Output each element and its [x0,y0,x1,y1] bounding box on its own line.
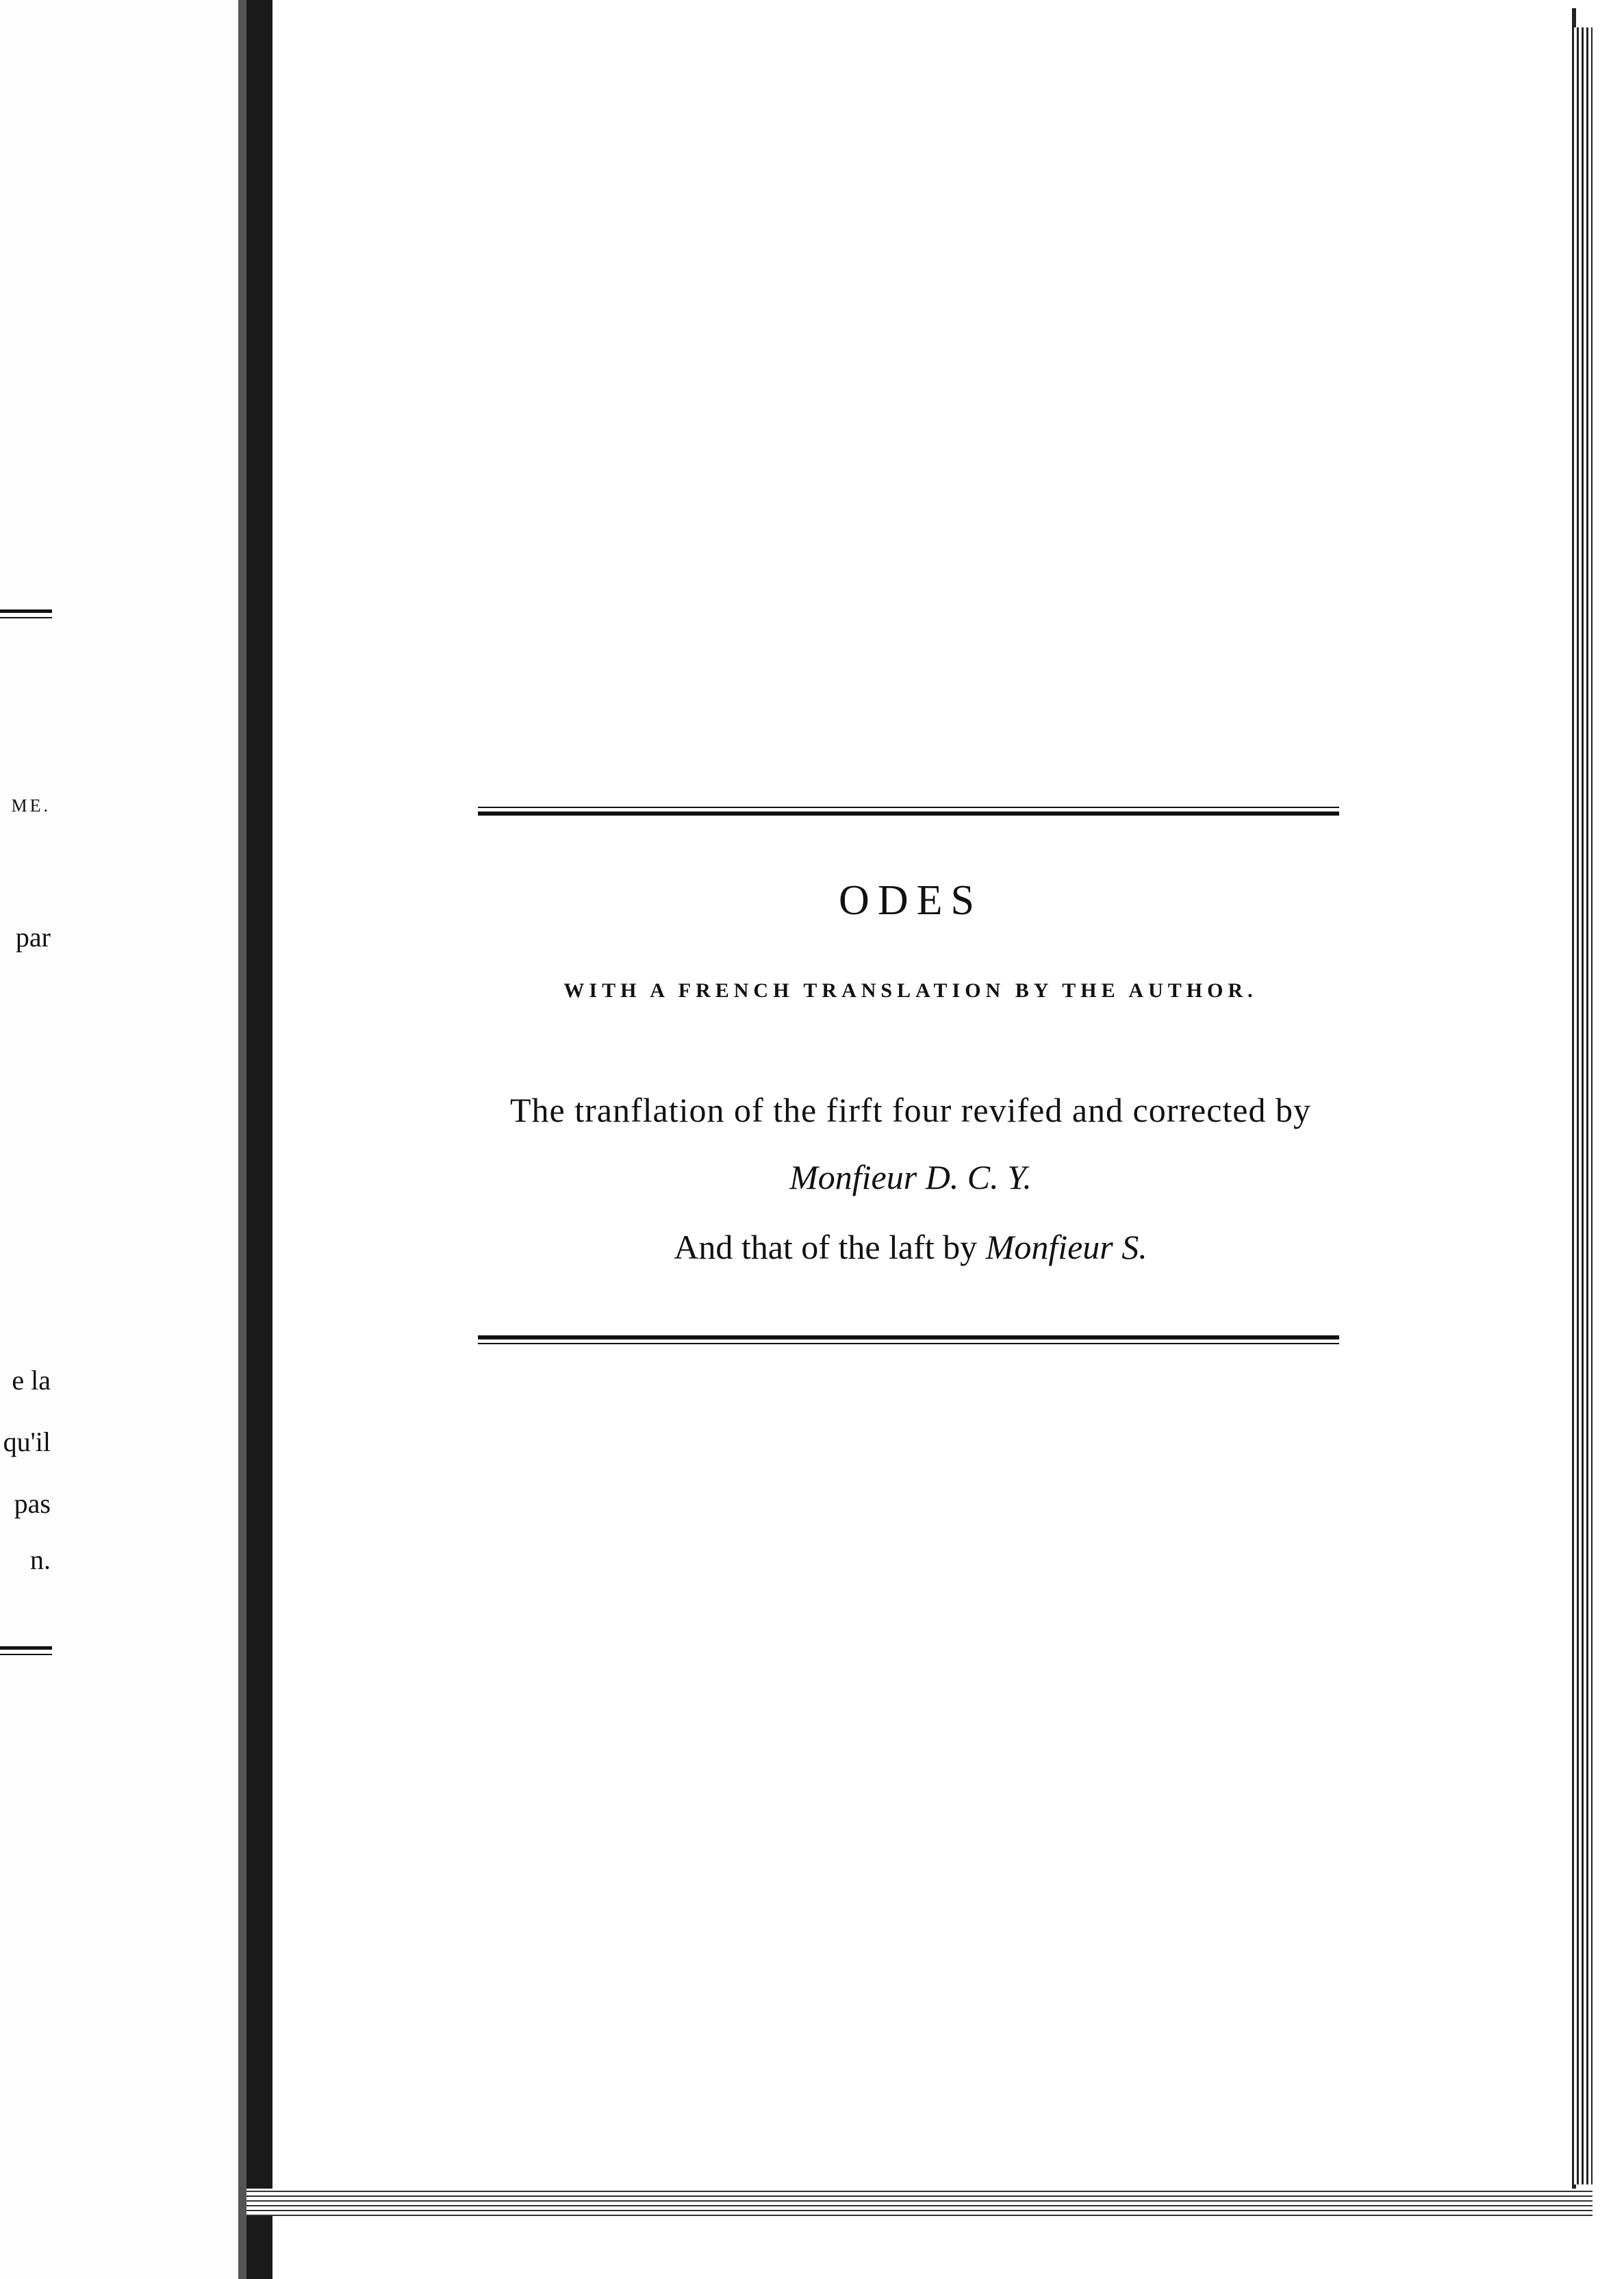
facing-page [0,0,238,2279]
left-page-rule-bottom [0,1646,52,1655]
translation-credit-line: The tranflation of the firft four revifed and corrected by [510,1091,1311,1129]
left-page-heading-fragment: ME. [11,796,51,816]
top-double-rule [478,807,1339,816]
translator-name: Monfieur D. C. Y. [789,1158,1032,1196]
page-title: ODES [839,877,982,924]
page-stack-bottom [246,2189,1593,2216]
left-page-text-fragment: pas [14,1488,51,1519]
left-page-text-fragment: n. [30,1544,51,1575]
left-page-rule-top [0,609,52,618]
left-page-text-fragment: par [15,922,51,953]
bottom-double-rule [478,1335,1339,1344]
left-page-text-fragment: qu'il [3,1426,51,1457]
second-translator-prefix: And that of the laft by [674,1228,978,1266]
left-page-text-fragment: e la [12,1365,51,1396]
page-stack-edge [1572,27,1593,2184]
second-translator-line [411,1227,1410,1267]
second-translator-name: Monfieur S. [985,1228,1147,1266]
book-spine [246,0,272,2279]
page-subtitle: WITH A FRENCH TRANSLATION BY THE AUTHOR. [563,979,1258,1002]
